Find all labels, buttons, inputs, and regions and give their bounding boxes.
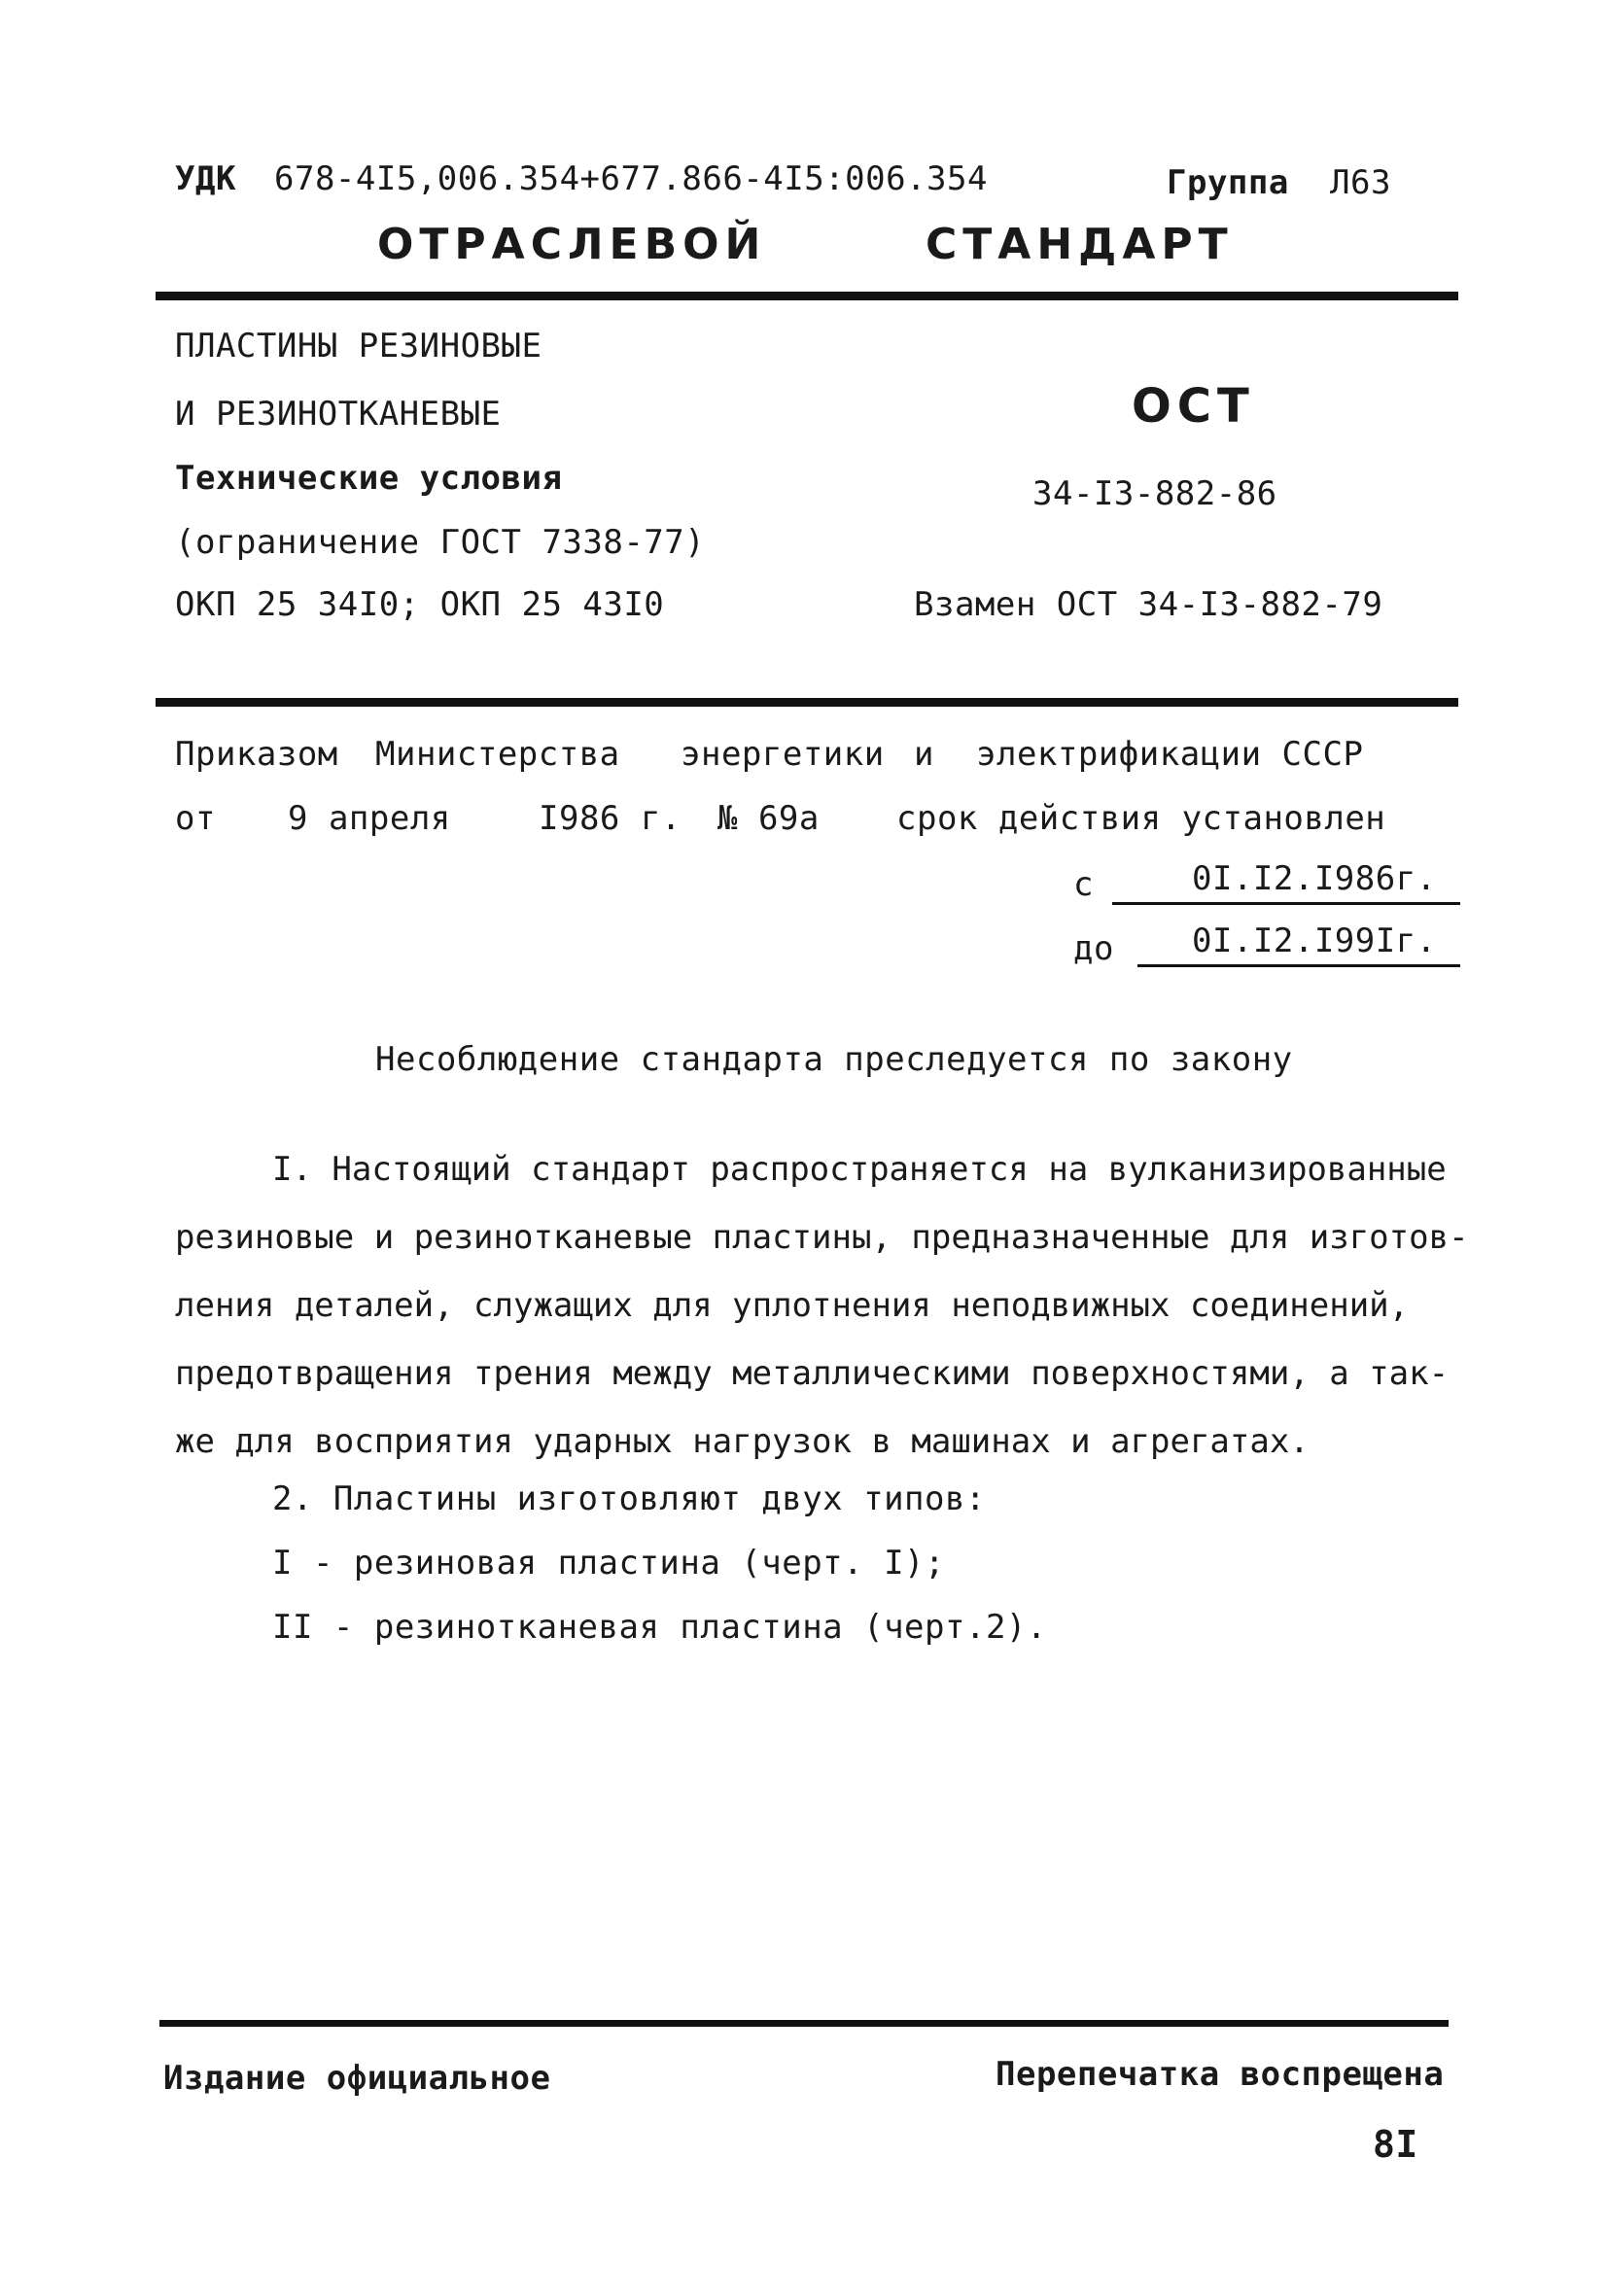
title-left: ОТРАСЛЕВОЙ — [377, 220, 767, 269]
order-number: № 69а — [717, 799, 820, 838]
page-number: 8I — [1373, 2123, 1418, 2166]
group-code: Л63 — [1330, 163, 1391, 202]
top-thick-rule — [156, 292, 1458, 300]
paragraph-1-line: I. Настоящий стандарт распространяется на вулканизированные — [272, 1150, 1447, 1189]
start-date-underline — [1112, 902, 1460, 905]
order-word-2: Министерства — [375, 735, 620, 774]
group-label: Группа — [1167, 163, 1289, 202]
title-right: СТАНДАРТ — [926, 220, 1234, 269]
udk-code: 678-4I5,006.354+677.866-4I5:006.354 — [274, 159, 988, 198]
legal-notice: Несоблюдение стандарта преследуется по закону — [375, 1040, 1293, 1079]
product-subtitle: Технические условия — [175, 459, 563, 498]
type-2-item: II - резинотканевая пластина (черт.2). — [272, 1608, 1047, 1647]
paragraph-1-line: же для восприятия ударных нагрузок в машинах и агрегатах. — [175, 1422, 1310, 1461]
paragraph-1-line: предотвращения трения между металлическими поверхностями, а так- — [175, 1354, 1450, 1393]
product-restriction: (ограничение ГОСТ 7338-77) — [175, 523, 706, 562]
order-year: I986 г. — [539, 799, 682, 838]
footer-reprint-prohibited: Перепечатка воспрещена — [996, 2055, 1445, 2094]
product-name-line2: И РЕЗИНОТКАНЕВЫЕ — [175, 395, 502, 434]
end-date-underline — [1137, 964, 1460, 967]
end-prefix: до — [1073, 929, 1114, 968]
paragraph-1-line: резиновые и резинотканевые пластины, предназначенные для изготов- — [175, 1218, 1469, 1257]
end-date: 0I.I2.I99Iг. — [1192, 922, 1437, 960]
bottom-thick-rule — [159, 2020, 1449, 2027]
replaces-standard: Взамен ОСТ 34-I3-882-79 — [914, 585, 1383, 624]
order-word-4: и — [914, 735, 934, 774]
order-word-1: Приказом — [175, 735, 338, 774]
footer-official-edition: Издание официальное — [163, 2059, 551, 2098]
paragraph-1 — [175, 1135, 1468, 1476]
order-word-5: электрификации СССР — [976, 735, 1364, 774]
ost-label: ОСТ — [1132, 379, 1255, 434]
start-date: 0I.I2.I986г. — [1192, 859, 1437, 898]
validity-text: срок действия установлен — [896, 799, 1386, 838]
order-from-label: от — [175, 799, 216, 838]
order-day-month: 9 апреля — [288, 799, 451, 838]
ost-number: 34-I3-882-86 — [1032, 474, 1277, 513]
paragraph-1-line: ления деталей, служащих для уплотнения неподвижных соединений, — [175, 1286, 1410, 1325]
middle-thick-rule — [156, 698, 1458, 707]
product-name-line1: ПЛАСТИНЫ РЕЗИНОВЫЕ — [175, 327, 542, 365]
udk-label: УДК — [175, 159, 236, 198]
start-prefix: с — [1073, 865, 1094, 904]
paragraph-2: 2. Пластины изготовляют двух типов: — [272, 1479, 986, 1518]
order-word-3: энергетики — [681, 735, 885, 774]
product-okp: ОКП 25 34I0; ОКП 25 43I0 — [175, 585, 665, 624]
type-1-item: I - резиновая пластина (черт. I); — [272, 1544, 946, 1583]
